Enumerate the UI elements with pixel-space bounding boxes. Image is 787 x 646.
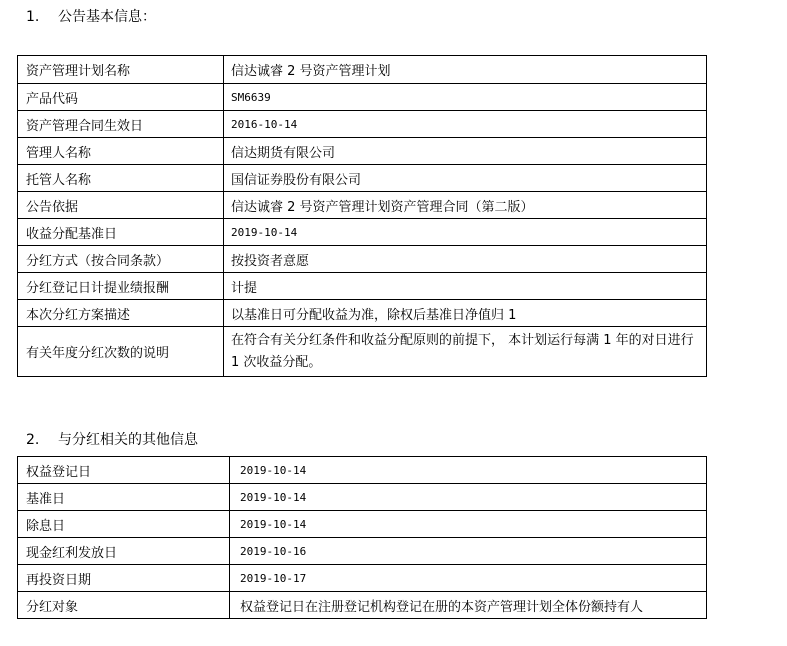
row-value: 在符合有关分红条件和收益分配原则的前提下， 本计划运行每满 1 年的对日进行 1 次收益分配。 [224, 327, 707, 377]
table-row [18, 538, 707, 565]
row-label: 托管人名称 [18, 165, 224, 192]
row-label: 产品代码 [18, 84, 224, 111]
table-row [18, 484, 707, 511]
section-2-number: 2. [26, 432, 40, 448]
row-value: 2019-10-16 [240, 544, 307, 558]
row-value: 按投资者意愿 [224, 246, 707, 273]
table-row [18, 565, 707, 592]
table-row [18, 300, 707, 327]
table-row [18, 327, 707, 377]
table-row [18, 511, 707, 538]
row-value: 信达期货有限公司 [224, 138, 707, 165]
table-row [18, 219, 707, 246]
basic-info-table [17, 55, 707, 377]
section-2-heading [26, 431, 198, 449]
row-label: 除息日 [18, 511, 230, 538]
row-value: 2019-10-14 [240, 517, 307, 531]
table-row [18, 192, 707, 219]
row-value: 计提 [224, 273, 707, 300]
row-label: 本次分红方案描述 [18, 300, 224, 327]
row-label: 管理人名称 [18, 138, 224, 165]
row-label: 分红登记日计提业绩报酬 [18, 273, 224, 300]
table-row [18, 84, 707, 111]
row-label: 资产管理计划名称 [18, 56, 224, 84]
section-1-number: 1. [26, 9, 40, 25]
dividend-info-table [17, 456, 707, 619]
section-1-title: 公告基本信息： [58, 9, 156, 25]
row-label: 收益分配基准日 [18, 219, 224, 246]
row-label: 公告依据 [18, 192, 224, 219]
row-value: 2019-10-14 [240, 490, 307, 504]
row-value: 信达诚睿 2 号资产管理计划资产管理合同（第二版） [224, 192, 707, 219]
row-label: 权益登记日 [18, 457, 230, 484]
section-1-heading [26, 8, 156, 26]
row-label: 分红对象 [18, 592, 230, 619]
row-label: 有关年度分红次数的说明 [18, 327, 224, 377]
row-value: 2019-10-17 [240, 571, 307, 585]
table-row [18, 273, 707, 300]
row-value: 国信证券股份有限公司 [224, 165, 707, 192]
row-value: 2019-10-14 [231, 225, 298, 239]
row-label: 资产管理合同生效日 [18, 111, 224, 138]
table-row [18, 165, 707, 192]
table-row [18, 246, 707, 273]
table-row [18, 138, 707, 165]
row-label: 基准日 [18, 484, 230, 511]
table-row [18, 592, 707, 619]
section-2-title: 与分红相关的其他信息 [58, 432, 198, 448]
row-label: 分红方式（按合同条款） [18, 246, 224, 273]
row-value: 权益登记日在注册登记机构登记在册的本资产管理计划全体份额持有人 [230, 592, 707, 619]
row-value: 2019-10-14 [240, 463, 307, 477]
row-value: SM6639 [231, 90, 271, 104]
table-row [18, 457, 707, 484]
row-value: 2016-10-14 [231, 117, 298, 131]
row-label: 现金红利发放日 [18, 538, 230, 565]
table-row [18, 56, 707, 84]
row-value: 信达诚睿 2 号资产管理计划 [224, 56, 707, 84]
table-row [18, 111, 707, 138]
row-label: 再投资日期 [18, 565, 230, 592]
row-value: 以基准日可分配收益为准，除权后基准日净值归 1 [224, 300, 707, 327]
